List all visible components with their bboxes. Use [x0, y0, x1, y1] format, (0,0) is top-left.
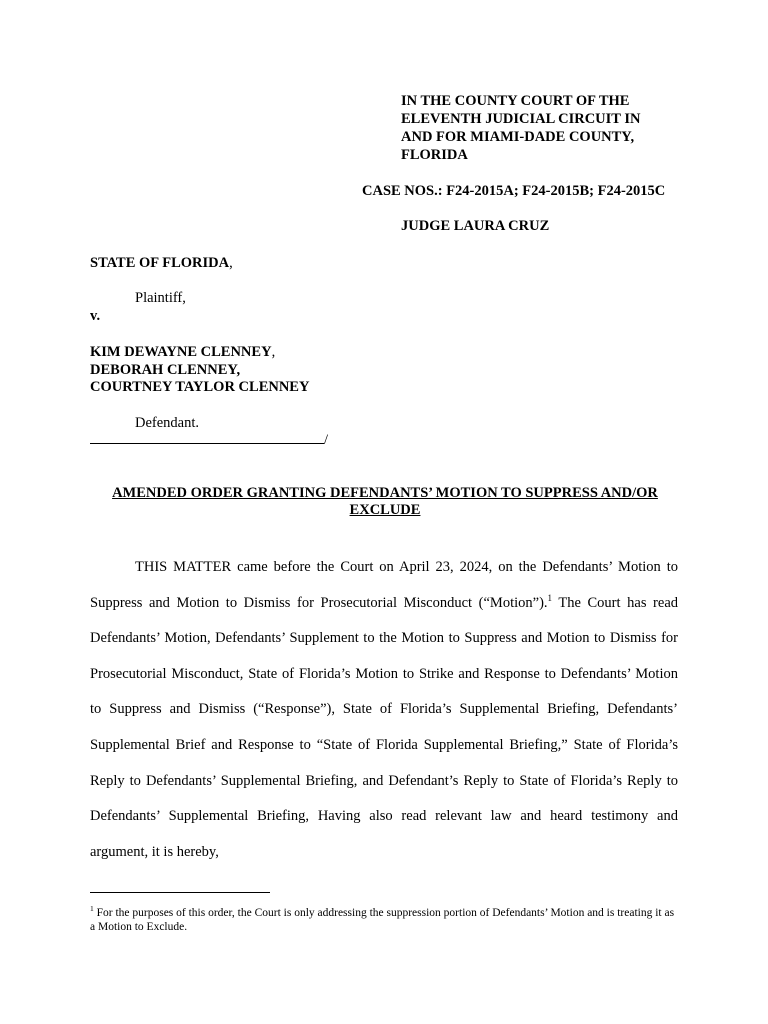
order-title: AMENDED ORDER GRANTING DEFENDANTS’ MOTION TO SUPPRESS AND/OR EXCLUDE — [112, 485, 658, 518]
plaintiff-suffix: , — [229, 255, 233, 271]
court-line: IN THE COUNTY COURT OF THE — [401, 93, 630, 109]
plaintiff-role: Plaintiff, — [135, 290, 186, 306]
order-body-part-1: THIS MATTER came before the Court on April 23, 2024, on the Defendants’ Motion to Suppress and Motion to Dismiss for Prosecutorial Misconduct (“Motion”). — [90, 559, 678, 611]
court-caption — [401, 92, 640, 164]
defendant-3: COURTNEY TAYLOR CLENNEY — [90, 379, 310, 395]
signature-line — [90, 432, 328, 449]
order-body-part-2: The Court has read Defendants’ Motion, Defendants’ Supplement to the Motion to Suppress and Motion to Dismiss for Prosecutorial Misconduct, State of Florida’s Motion to Strike and Response to Defendants’ Motion to Suppress and Dismiss (“Response”), State of Florida’s Supplemental Briefing, Defendants’ Supplemental Brief and Response to “State of Florida Supplemental Briefing,” State of Florida’s Reply to Defendants’ Supplemental Briefing, and Defendant’s Reply to State of Florida’s Reply to Defendants’ Supplemental Briefing, Having also read relevant law and heard testimony and argument, it is hereby, — [90, 594, 679, 860]
defendant-2: DEBORAH CLENNEY, — [90, 361, 241, 378]
judge-name: JUDGE LAURA CRUZ — [401, 218, 550, 234]
defendants-block — [90, 344, 309, 397]
footnote-reference[interactable]: 1 — [547, 592, 553, 603]
footnote — [90, 902, 680, 934]
defendant-1: KIM DEWAYNE CLENNEY — [90, 344, 272, 360]
signature-rule — [90, 442, 324, 444]
court-line: ELEVENTH JUDICIAL CIRCUIT IN — [401, 111, 641, 127]
signature-slash: / — [324, 432, 329, 448]
plaintiff-name: STATE OF FLORIDA — [90, 255, 230, 271]
defendant-1-line — [90, 344, 309, 362]
case-numbers: CASE NOS.: F24-2015A; F24-2015B; F24-2015C — [362, 183, 666, 199]
plaintiff-name-line — [90, 255, 233, 272]
defendant-role: Defendant. — [135, 415, 200, 431]
order-body — [90, 550, 678, 870]
versus: v. — [90, 308, 101, 324]
footnote-number: 1 — [90, 904, 94, 913]
footnote-separator — [90, 892, 270, 893]
footnote-text: For the purposes of this order, the Court is only addressing the suppression portion of Defendants’ Motion and is treating it as a Motion to Exclude. — [90, 906, 675, 933]
court-line: FLORIDA — [401, 147, 468, 163]
defendant-1-suffix: , — [271, 344, 276, 360]
court-line: AND FOR MIAMI-DADE COUNTY, — [401, 129, 635, 145]
